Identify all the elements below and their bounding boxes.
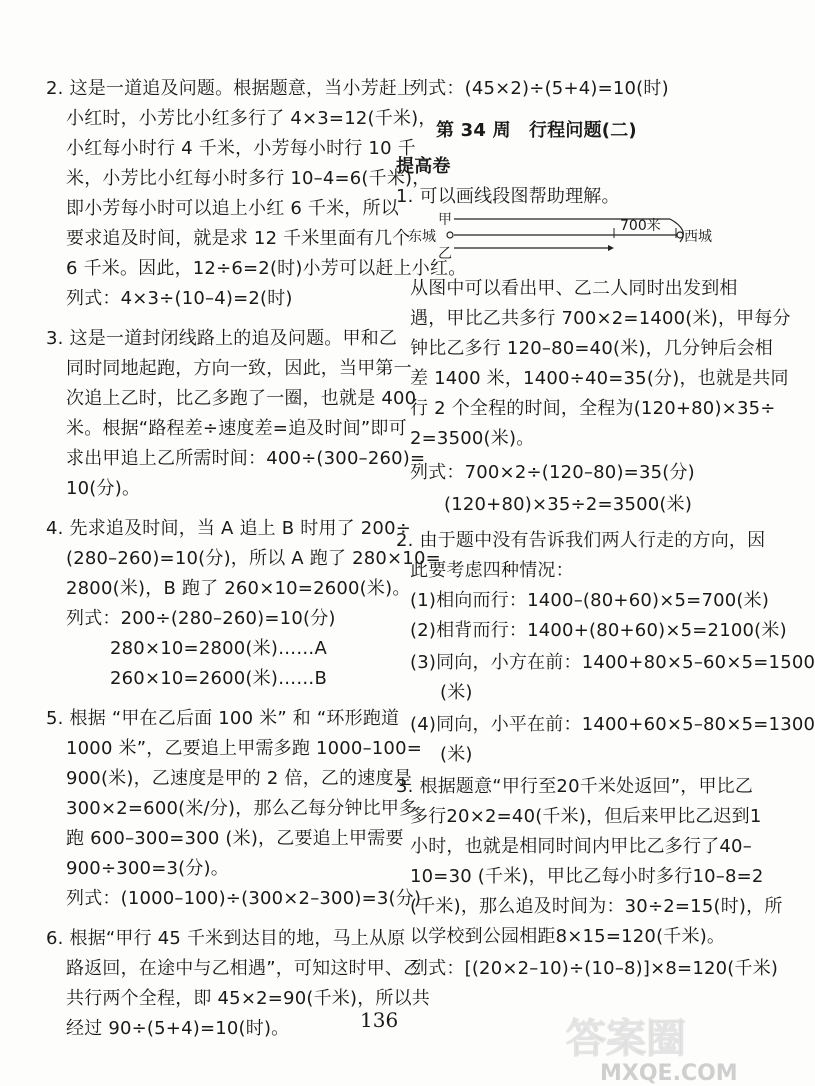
text-line: 米，小芳比小红每小时多行 10–4=6(千米)， bbox=[66, 168, 431, 189]
text-line: 遇，甲比乙共多行 700×2=1400(米)，甲每分 bbox=[410, 308, 791, 329]
text-line: 300×2=600(米/分)，那么乙每分钟比甲多 bbox=[66, 798, 418, 819]
text-line: 10(分)。 bbox=[66, 478, 141, 499]
text-line: (千米)，那么追及时间为：30÷2=15(时)，所 bbox=[410, 896, 783, 917]
text-line: 1000 米”，乙要追上甲需多跑 1000–100= bbox=[66, 738, 423, 759]
text-line: 钟比乙多行 120–80=40(米)，几分钟后会相 bbox=[410, 338, 774, 359]
case-line: (1)相向而行：1400–(80+60)×5=700(米) bbox=[410, 590, 770, 611]
case-line: (米) bbox=[440, 682, 473, 703]
text-line: 即小芳每小时可以追上小红 6 千米，所以 bbox=[66, 198, 399, 219]
svg-text:MXQE.COM: MXQE.COM bbox=[600, 1061, 738, 1086]
formula-line: 280×10=2800(米)……A bbox=[110, 638, 327, 659]
text-line: 小红每小时行 4 千米，小芳每小时行 10 千 bbox=[66, 138, 416, 159]
text-line: 900÷300=3(分)。 bbox=[66, 858, 229, 879]
text-line: 6. 根据“甲行 45 千米到达目的地，马上从原 bbox=[46, 928, 406, 949]
text-line: 2=3500(米)。 bbox=[410, 428, 535, 449]
label-west-city: 西城 bbox=[684, 229, 712, 245]
text-line: 4. 先求追及时间，当 A 追上 B 时用了 200÷ bbox=[46, 518, 412, 539]
formula-line: 列式：(1000–100)÷(300×2–300)=3(分) bbox=[66, 888, 422, 909]
text-line: (280–260)=10(分)，所以 A 跑了 280×10= bbox=[66, 548, 441, 569]
text-line: 5. 根据 “甲在乙后面 100 米” 和 “环形跑道 bbox=[46, 708, 400, 729]
text-line: 差 1400 米，1400÷40=35(分)，也就是共同 bbox=[410, 368, 789, 389]
text-line: 此要考虑四种情况： bbox=[410, 560, 574, 581]
text-line: 10=30 (千米)，甲比乙每小时多行10–8=2 bbox=[410, 866, 764, 887]
watermark-logo bbox=[560, 1010, 750, 1086]
svg-text:答案圈: 答案圈 bbox=[566, 1016, 686, 1062]
label-700m: 700米 bbox=[620, 218, 661, 234]
case-line: (2)相背而行：1400+(80+60)×5=2100(米) bbox=[410, 620, 787, 641]
text-line: 1. 可以画线段图帮助理解。 bbox=[396, 186, 620, 207]
text-line: 2800(米)，B 跑了 260×10=2600(米)。 bbox=[66, 578, 411, 599]
text-line: 求出甲追上乙所需时间：400÷(300–260)= bbox=[66, 448, 426, 469]
text-line: 路返回，在途中与乙相遇”，可知这时甲、乙 bbox=[66, 958, 422, 979]
text-line: 以学校到公园相距8×15=120(千米)。 bbox=[410, 926, 726, 947]
formula-line: 列式：[(20×2–10)÷(10–8)]×8=120(千米) bbox=[410, 958, 779, 979]
formula-line: 260×10=2600(米)……B bbox=[110, 668, 328, 689]
text-line: 米。根据“路程差÷速度差=追及时间”即可 bbox=[66, 418, 407, 439]
text-line: 2. 由于题中没有告诉我们两人行走的方向，因 bbox=[396, 530, 766, 551]
formula-line: 列式：(45×2)÷(5+4)=10(时) bbox=[410, 78, 669, 99]
formula-line: 列式：4×3÷(10–4)=2(时) bbox=[66, 288, 293, 309]
label-yi: 乙 bbox=[438, 246, 452, 262]
text-line: 900(米)，乙速度是甲的 2 倍，乙的速度是 bbox=[66, 768, 412, 789]
text-line: 跑 600–300=300 (米)，乙要追上甲需要 bbox=[66, 828, 404, 849]
text-line: 从图中可以看出甲、乙二人同时出发到相 bbox=[410, 278, 738, 299]
formula-line: 列式：700×2÷(120–80)=35(分) bbox=[410, 462, 695, 483]
line-segment-diagram bbox=[408, 208, 712, 268]
text-line: 小红时，小芳比小红多行了 4×3=12(千米)， bbox=[66, 108, 437, 129]
section-title: 第 34 周 行程问题(二) bbox=[436, 120, 637, 141]
text-line: 2. 这是一道追及问题。根据题意，当小芳赶上 bbox=[46, 78, 416, 99]
case-line: (3)同向，小方在前：1400+80×5–60×5=1500 bbox=[410, 652, 815, 673]
case-line: (4)同向，小平在前：1400+60×5–80×5=1300 bbox=[410, 714, 815, 735]
text-line: 3. 这是一道封闭线路上的追及问题。甲和乙 bbox=[46, 328, 398, 349]
text-line: 3. 根据题意“甲行至20千米处返回”，甲比乙 bbox=[396, 776, 754, 797]
page-number: 136 bbox=[360, 1008, 399, 1032]
text-line: 6 千米。因此，12÷6=2(时)小芳可以赶上小红。 bbox=[66, 258, 467, 279]
case-line: (米) bbox=[440, 744, 473, 765]
text-line: 经过 90÷(5+4)=10(时)。 bbox=[66, 1018, 290, 1039]
text-line: 行 2 个全程的时间，全程为(120+80)×35÷ bbox=[410, 398, 776, 419]
text-line: 多行20×2=40(千米)，但后来甲比乙迟到1 bbox=[410, 806, 762, 827]
text-line: 共行两个全程，即 45×2=90(千米)，所以共 bbox=[66, 988, 430, 1009]
subsection-title: 提高卷 bbox=[396, 156, 451, 177]
formula-line: (120+80)×35÷2=3500(米) bbox=[444, 494, 693, 515]
text-line: 次追上乙时，比乙多跑了一圈，也就是 400 bbox=[66, 388, 417, 409]
label-east-city: 东城 bbox=[408, 229, 436, 245]
text-line: 小时，也就是相同时间内甲比乙多行了40– bbox=[410, 836, 752, 857]
text-line: 要求追及时间，就是求 12 千米里面有几个 bbox=[66, 228, 411, 249]
formula-line: 列式：200÷(280–260)=10(分) bbox=[66, 608, 336, 629]
label-jia: 甲 bbox=[438, 212, 452, 228]
text-line: 同时同地起跑，方向一致，因此，当甲第一 bbox=[66, 358, 412, 379]
